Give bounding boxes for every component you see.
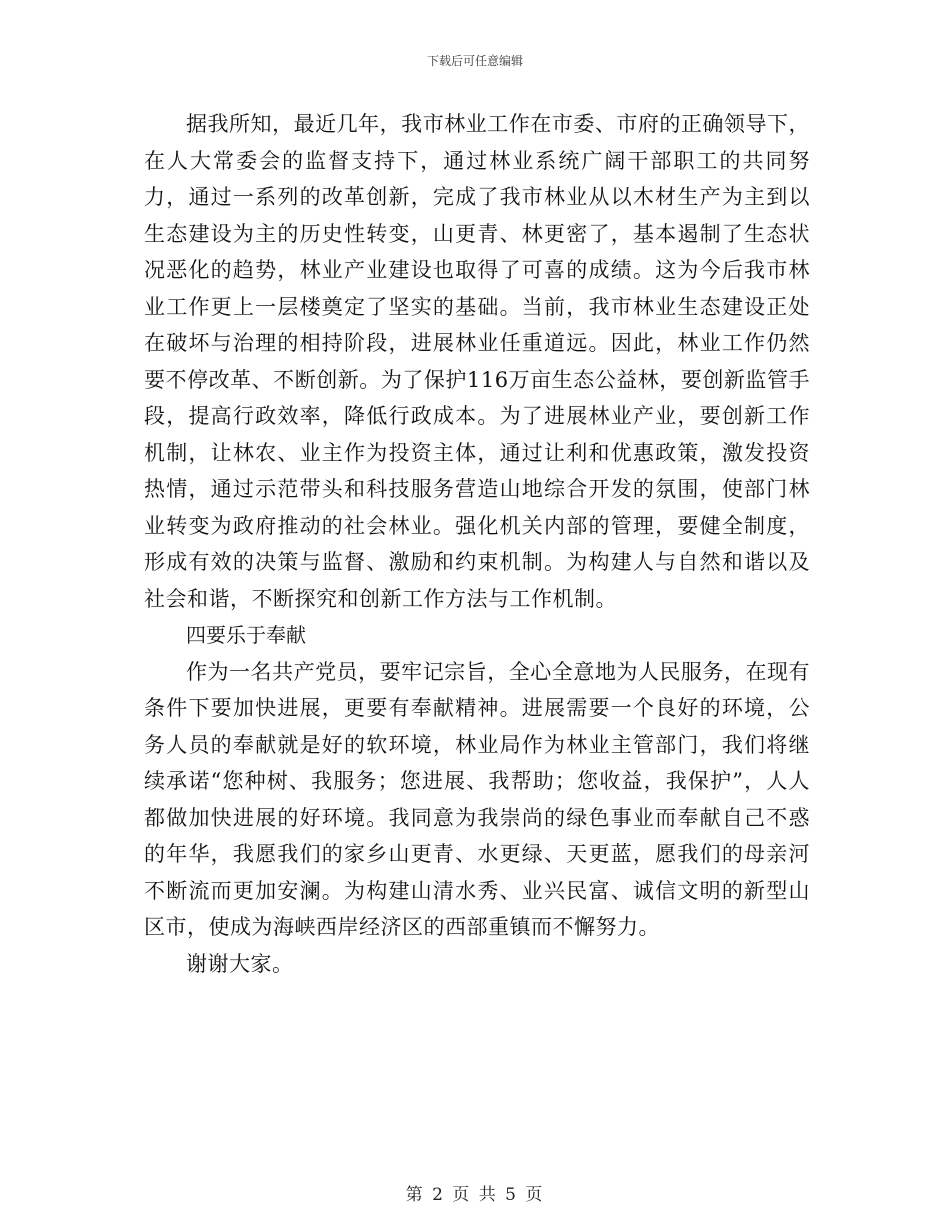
header-note: 下载后可任意编辑 [426,54,523,68]
closing-line: 谢谢大家。 [186,951,294,976]
document-body [144,106,810,982]
body-paragraph-2: 作为一名共产党员，要牢记宗旨，全心全意地为人民服务，在现有条件下要加快进展，更要有奉献精神。进展需要一个良好的环境，公务人员的奉献就是好的软环境，林业局作为林业主管部门，我们将继续承诺“您种树、我服务；您进展、我帮助；您收益，我保护”，人人都做加快进展的好环境。我同意为我崇尚的绿色事业而奉献自己不惑的年华，我愿我们的家乡山更青、水更绿、天更蓝，愿我们的母亲河不断流而更加安澜。为构建山清水秀、业兴民富、诚信文明的新型山区市，使成为海峡西岸经济区的西部重镇而不懈努力。 [144,659,810,939]
body-paragraph-1: 据我所知，最近几年，我市林业工作在市委、市府的正确领导下，在人大常委会的监督支持下，通过林业系统广阔干部职工的共同努力，通过一系列的改革创新，完成了我市林业从以木材生产为主到以生态建设为主的历史性转变，山更青、林更密了，基本遏制了生态状况恶化的趋势，林业产业建设也取得了可喜的成绩。这为今后我市林业工作更上一层楼奠定了坚实的基础。当前，我市林业生态建设正处在破坏与治理的相持阶段，进展林业任重道远。因此，林业工作仍然要不停改革、不断创新。为了保护116万亩生态公益林，要创新监管手段，提高行政效率，降低行政成本。为了进展林业产业，要创新工作机制，让林农、业主作为投资主体，通过让利和优惠政策，激发投资热情，通过示范带头和科技服务营造山地综合开发的氛围，使部门林业转变为政府推动的社会林业。强化机关内部的管理，要健全制度，形成有效的决策与监督、激励和约束机制。为构建人与自然和谐以及社会和谐，不断探究和创新工作方法与工作机制。 [144,112,810,611]
page-number: 第 2 页 共 5 页 [405,1185,545,1205]
section-heading-4: 四要乐于奉献 [186,623,306,647]
